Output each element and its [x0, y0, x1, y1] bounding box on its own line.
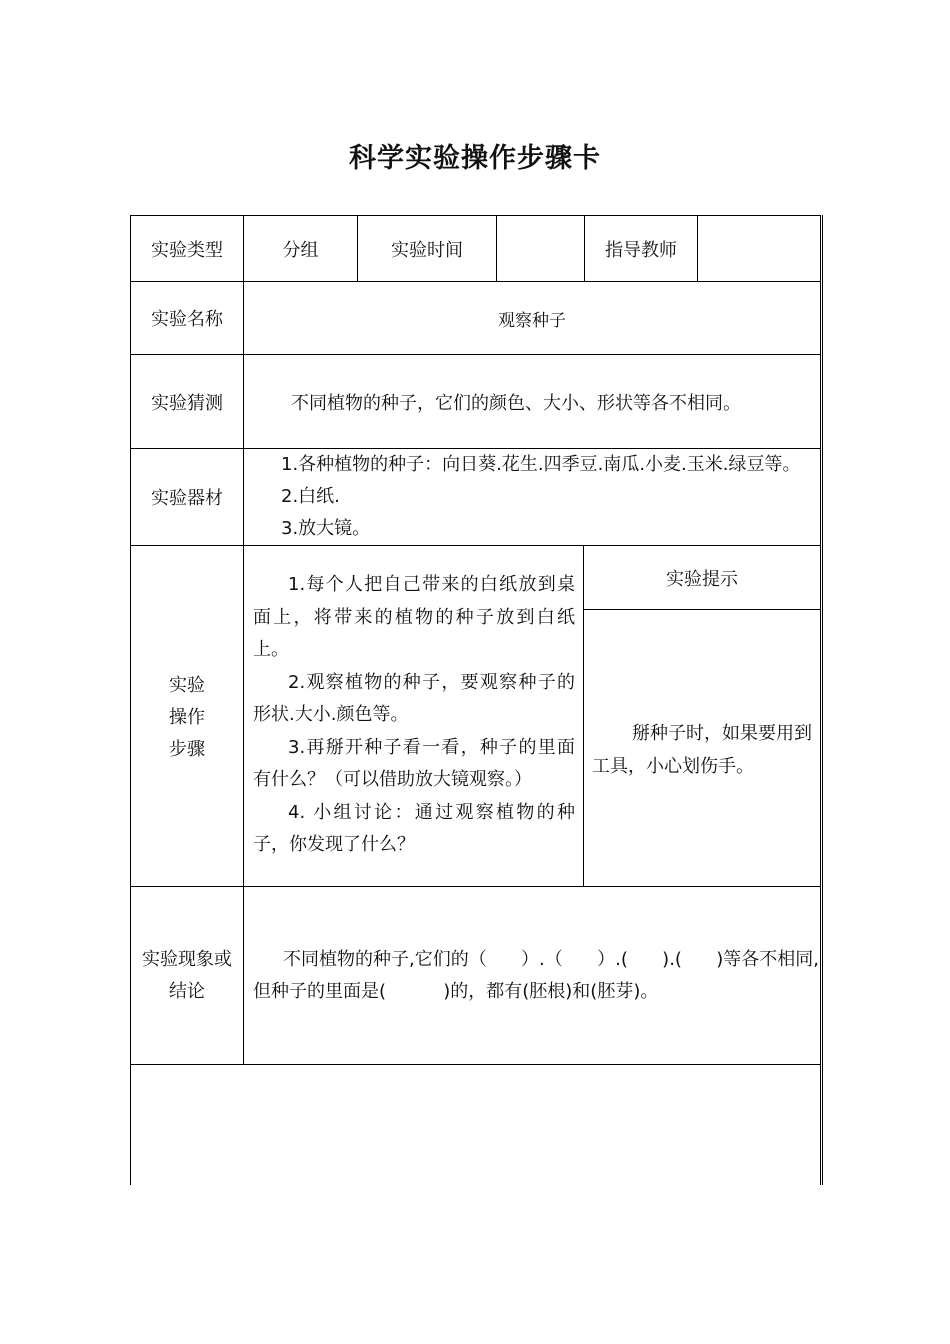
list-item: 2.观察植物的种子，要观察种子的形状.大小.颜色等。	[253, 671, 575, 725]
conclusion-line-2: 但种子的里面是( )的，都有(胚根)和(胚芽)。	[253, 981, 659, 1002]
guess-label: 实验猜测	[151, 392, 223, 414]
materials-label: 实验器材	[151, 488, 223, 509]
tip-header: 实验提示	[666, 568, 738, 590]
steps-list	[253, 569, 575, 862]
page-title: 科学实验操作步骤卡	[349, 143, 601, 174]
type-label: 实验类型	[151, 239, 223, 261]
list-item: 3.再掰开种子看一看，种子的里面有什么？（可以借助放大镜观察。）	[253, 736, 575, 790]
materials-list	[281, 449, 821, 545]
time-label: 实验时间	[391, 239, 463, 261]
teacher-label: 指导教师	[605, 239, 677, 261]
teacher-value	[698, 216, 820, 281]
conclusion-line-1: 不同植物的种子,它们的（ ）.（ ）.( ).( )等各不相同,	[283, 949, 820, 970]
list-item: 4. 小组讨论：通过观察植物的种子，你发现了什么？	[253, 801, 575, 855]
list-item: 3.放大镜。	[281, 518, 371, 539]
type-value: 分组	[282, 239, 319, 261]
conclusion-text	[253, 944, 820, 1008]
experiment-name: 观察种子	[498, 310, 566, 331]
list-item: 2.白纸.	[281, 486, 340, 507]
steps-label: 实验 操作 步骤	[169, 675, 205, 760]
list-item: 1.各种植物的种子：向日葵.花生.四季豆.南瓜.小麦.玉米.绿豆等。	[281, 454, 801, 475]
list-item: 1.每个人把自己带来的白纸放到桌面上，将带来的植物的种子放到白纸上。	[253, 574, 575, 660]
time-value	[497, 216, 584, 281]
name-label: 实验名称	[151, 309, 223, 330]
guess-text: 不同植物的种子，它们的颜色、大小、形状等各不相同。	[291, 393, 741, 414]
conclusion-label: 实验现象或 结论	[142, 949, 232, 1002]
tip-text: 掰种子时，如果要用到工具，小心划伤手。	[592, 723, 812, 777]
